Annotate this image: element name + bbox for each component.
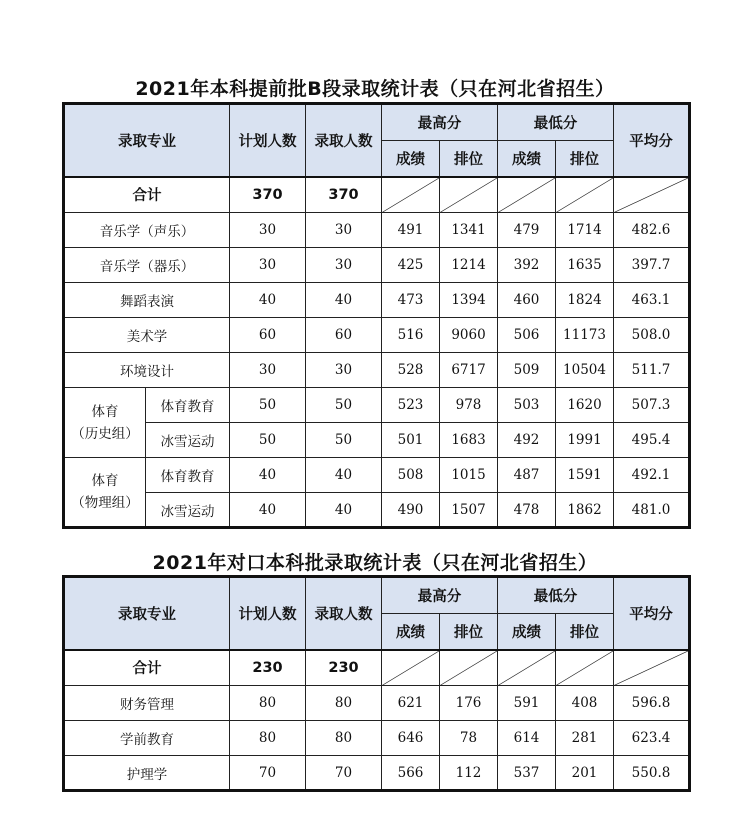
min-score: 478 — [498, 493, 556, 528]
min-rank: 1824 — [556, 283, 614, 318]
max-score: 491 — [382, 213, 440, 248]
table-row — [64, 388, 690, 423]
major-name: 音乐学（声乐） — [64, 213, 230, 248]
major-name: 音乐学（器乐） — [64, 248, 230, 283]
max-rank: 6717 — [440, 353, 498, 388]
table-row — [64, 248, 690, 283]
avg-score: 596.8 — [614, 686, 690, 721]
major-name: 美术学 — [64, 318, 230, 353]
max-rank: 1394 — [440, 283, 498, 318]
total-admitted: 370 — [306, 177, 382, 213]
total-plan: 370 — [230, 177, 306, 213]
header-max: 最高分 — [382, 104, 498, 141]
header-avg: 平均分 — [614, 104, 690, 177]
plan-count: 50 — [230, 423, 306, 458]
max-rank: 176 — [440, 686, 498, 721]
min-rank: 1862 — [556, 493, 614, 528]
total-label: 合计 — [64, 177, 230, 213]
plan-count: 80 — [230, 721, 306, 756]
min-score: 492 — [498, 423, 556, 458]
empty-diagonal-cell — [556, 177, 614, 213]
min-score: 614 — [498, 721, 556, 756]
max-score: 528 — [382, 353, 440, 388]
admitted-count: 50 — [306, 423, 382, 458]
min-score: 487 — [498, 458, 556, 493]
major-name: 冰雪运动 — [146, 493, 230, 528]
header-min: 最低分 — [498, 577, 614, 614]
max-score: 621 — [382, 686, 440, 721]
avg-score: 481.0 — [614, 493, 690, 528]
table-row — [64, 423, 690, 458]
admitted-count: 30 — [306, 248, 382, 283]
plan-count: 30 — [230, 248, 306, 283]
empty-diagonal-cell — [614, 177, 690, 213]
header-min-score: 成绩 — [498, 614, 556, 650]
header-max-score: 成绩 — [382, 141, 440, 177]
max-score: 501 — [382, 423, 440, 458]
major-name: 环境设计 — [64, 353, 230, 388]
table1-title: 2021年本科提前批B段录取统计表（只在河北省招生） — [135, 78, 615, 100]
empty-diagonal-cell — [498, 650, 556, 686]
admitted-count: 30 — [306, 213, 382, 248]
min-rank: 408 — [556, 686, 614, 721]
max-rank: 978 — [440, 388, 498, 423]
avg-score: 511.7 — [614, 353, 690, 388]
group-label-line1: 体育 — [91, 403, 119, 420]
header-plan: 计划人数 — [230, 104, 306, 177]
major-name: 学前教育 — [64, 721, 230, 756]
major-name: 体育教育 — [146, 458, 230, 493]
header-max-score: 成绩 — [382, 614, 440, 650]
max-rank: 112 — [440, 756, 498, 791]
header-max-rank: 排位 — [440, 141, 498, 177]
major-name: 护理学 — [64, 756, 230, 791]
total-label: 合计 — [64, 650, 230, 686]
min-score: 537 — [498, 756, 556, 791]
max-rank: 1341 — [440, 213, 498, 248]
admitted-count: 70 — [306, 756, 382, 791]
max-score: 646 — [382, 721, 440, 756]
header-min-score: 成绩 — [498, 141, 556, 177]
table-row — [64, 318, 690, 353]
header-min-rank: 排位 — [556, 614, 614, 650]
max-score: 508 — [382, 458, 440, 493]
table-row — [64, 756, 690, 791]
header-admitted: 录取人数 — [306, 577, 382, 650]
min-score: 591 — [498, 686, 556, 721]
plan-count: 30 — [230, 353, 306, 388]
avg-score: 463.1 — [614, 283, 690, 318]
major-name: 体育教育 — [146, 388, 230, 423]
avg-score: 397.7 — [614, 248, 690, 283]
group-label-line2: （物理组） — [71, 495, 139, 511]
group-label-history — [64, 388, 146, 458]
max-rank: 1683 — [440, 423, 498, 458]
admitted-count: 80 — [306, 686, 382, 721]
admitted-count: 50 — [306, 388, 382, 423]
min-rank: 10504 — [556, 353, 614, 388]
empty-diagonal-cell — [382, 177, 440, 213]
max-rank: 1507 — [440, 493, 498, 528]
min-rank: 11173 — [556, 318, 614, 353]
max-score: 516 — [382, 318, 440, 353]
plan-count: 60 — [230, 318, 306, 353]
table-row — [64, 493, 690, 528]
max-rank: 9060 — [440, 318, 498, 353]
table-row — [64, 353, 690, 388]
header-min-rank: 排位 — [556, 141, 614, 177]
major-name: 舞蹈表演 — [64, 283, 230, 318]
min-score: 506 — [498, 318, 556, 353]
plan-count: 30 — [230, 213, 306, 248]
header-min: 最低分 — [498, 104, 614, 141]
admitted-count: 40 — [306, 458, 382, 493]
min-rank: 281 — [556, 721, 614, 756]
table-row — [64, 213, 690, 248]
group-label-line2: （历史组） — [71, 425, 139, 442]
avg-score: 492.1 — [614, 458, 690, 493]
total-row — [64, 177, 690, 213]
empty-diagonal-cell — [498, 177, 556, 213]
admitted-count: 80 — [306, 721, 382, 756]
avg-score: 623.4 — [614, 721, 690, 756]
plan-count: 40 — [230, 283, 306, 318]
plan-count: 70 — [230, 756, 306, 791]
max-score: 473 — [382, 283, 440, 318]
header-max-rank: 排位 — [440, 614, 498, 650]
total-row — [64, 650, 690, 686]
min-rank: 201 — [556, 756, 614, 791]
major-name: 冰雪运动 — [146, 423, 230, 458]
admission-table-early-batch-b — [62, 102, 691, 529]
max-rank: 1015 — [440, 458, 498, 493]
min-rank: 1620 — [556, 388, 614, 423]
empty-diagonal-cell — [614, 650, 690, 686]
avg-score: 550.8 — [614, 756, 690, 791]
admitted-count: 40 — [306, 283, 382, 318]
avg-score: 507.3 — [614, 388, 690, 423]
total-plan: 230 — [230, 650, 306, 686]
major-name: 财务管理 — [64, 686, 230, 721]
group-label-physics — [64, 458, 146, 528]
max-rank: 78 — [440, 721, 498, 756]
min-rank: 1714 — [556, 213, 614, 248]
empty-diagonal-cell — [440, 177, 498, 213]
table-row — [64, 283, 690, 318]
min-score: 503 — [498, 388, 556, 423]
table-row — [64, 686, 690, 721]
header-max: 最高分 — [382, 577, 498, 614]
max-rank: 1214 — [440, 248, 498, 283]
min-score: 460 — [498, 283, 556, 318]
total-admitted: 230 — [306, 650, 382, 686]
table-row — [64, 458, 690, 493]
min-rank: 1991 — [556, 423, 614, 458]
admitted-count: 30 — [306, 353, 382, 388]
header-plan: 计划人数 — [230, 577, 306, 650]
min-score: 509 — [498, 353, 556, 388]
avg-score: 495.4 — [614, 423, 690, 458]
admitted-count: 60 — [306, 318, 382, 353]
max-score: 566 — [382, 756, 440, 791]
empty-diagonal-cell — [382, 650, 440, 686]
header-admitted: 录取人数 — [306, 104, 382, 177]
plan-count: 50 — [230, 388, 306, 423]
avg-score: 482.6 — [614, 213, 690, 248]
group-label-line1: 体育 — [91, 473, 119, 489]
admission-table-vocational-batch — [62, 575, 691, 792]
max-score: 490 — [382, 493, 440, 528]
plan-count: 40 — [230, 493, 306, 528]
table-row — [64, 721, 690, 756]
min-rank: 1591 — [556, 458, 614, 493]
plan-count: 80 — [230, 686, 306, 721]
max-score: 523 — [382, 388, 440, 423]
plan-count: 40 — [230, 458, 306, 493]
empty-diagonal-cell — [440, 650, 498, 686]
table2-title: 2021年对口本科批录取统计表（只在河北省招生） — [152, 552, 598, 574]
header-avg: 平均分 — [614, 577, 690, 650]
min-rank: 1635 — [556, 248, 614, 283]
max-score: 425 — [382, 248, 440, 283]
avg-score: 508.0 — [614, 318, 690, 353]
header-major: 录取专业 — [64, 104, 230, 177]
admitted-count: 40 — [306, 493, 382, 528]
min-score: 479 — [498, 213, 556, 248]
empty-diagonal-cell — [556, 650, 614, 686]
header-major: 录取专业 — [64, 577, 230, 650]
min-score: 392 — [498, 248, 556, 283]
